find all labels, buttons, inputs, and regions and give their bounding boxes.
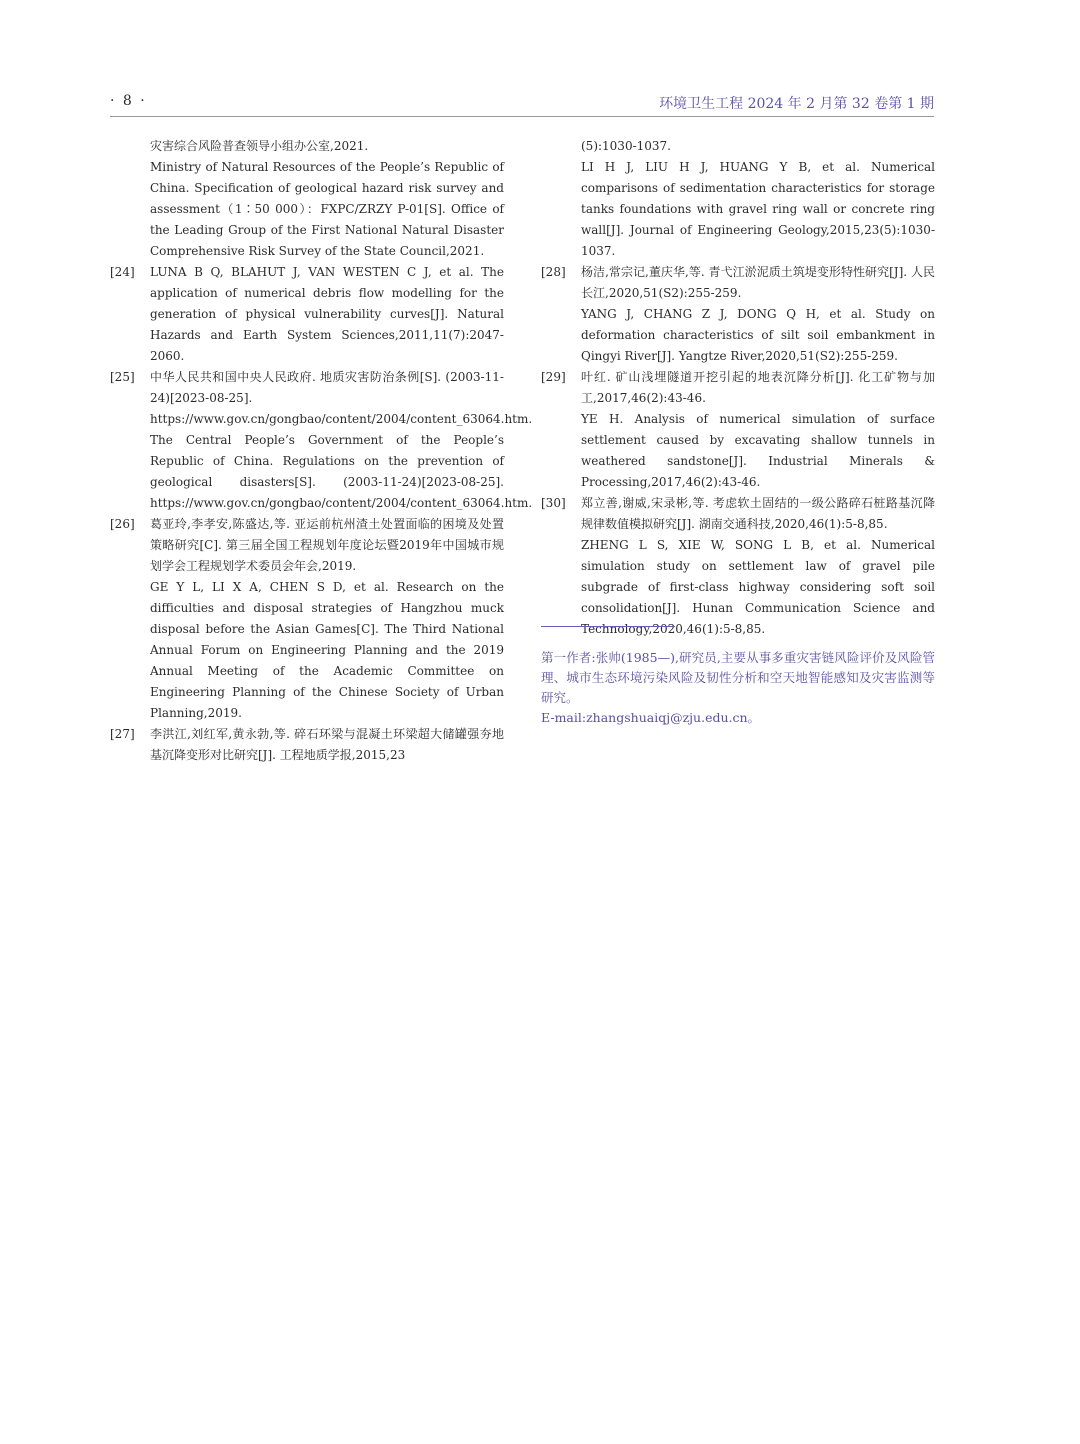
reference-item bbox=[541, 367, 935, 493]
reference-item bbox=[110, 367, 533, 514]
reference-text: 中华人民共和国中央人民政府. 地质灾害防治条例[S]. (2003-11-24)[2023-08-25]. https://www.gov.cn/gongbao/content/2004/content_63064.htm. bbox=[150, 370, 533, 426]
page-number: · 8 · bbox=[110, 93, 147, 109]
reference-item bbox=[110, 514, 504, 724]
reference-item bbox=[110, 724, 504, 766]
reference-text: 叶红. 矿山浅埋隧道开挖引起的地表沉降分析[J]. 化工矿物与加工,2017,46(2):43-46. bbox=[581, 370, 935, 405]
reference-item bbox=[110, 136, 504, 262]
reference-text: 葛亚玲,李孝安,陈盛达,等. 亚运前杭州渣土处置面临的困境及处置策略研究[C]. 第三届全国工程规划年度论坛暨2019年中国城市规划学会工程规划学术委员会年会,2019. bbox=[150, 517, 504, 573]
footnote-rule bbox=[541, 626, 675, 627]
reference-number: [25] bbox=[110, 370, 135, 384]
reference-item bbox=[541, 136, 935, 262]
reference-text: LUNA B Q, BLAHUT J, VAN WESTEN C J, et al. The application of numerical debris flow modelling for the generation of physical vulnerability curves[J]. Natural Hazards and Earth System Sciences,2011,11(7):2047-2060. bbox=[150, 265, 504, 363]
reference-text: (5):1030-1037. bbox=[581, 139, 671, 153]
reference-text: GE Y L, LI X A, CHEN S D, et al. Research on the difficulties and disposal strategies of Hangzhou muck disposal before the Asian Games[C]. The Third National Annual Forum on Engineering Planning and the 2019 Annual Meeting of the Academic Committee on Engineering Planning of the Chinese Society of Urban Planning,2019. bbox=[150, 580, 504, 720]
reference-number: [27] bbox=[110, 727, 135, 741]
reference-item bbox=[541, 493, 935, 640]
reference-item bbox=[541, 262, 935, 367]
reference-number: [24] bbox=[110, 265, 135, 279]
reference-text: 郑立善,谢威,宋录彬,等. 考虑软土固结的一级公路碎石桩路基沉降规律数值模拟研究[J]. 湖南交通科技,2020,46(1):5-8,85. bbox=[581, 496, 935, 531]
reference-column-right bbox=[541, 136, 935, 640]
reference-number: [28] bbox=[541, 265, 566, 279]
reference-text: 灾害综合风险普查领导小组办公室,2021. bbox=[150, 139, 369, 153]
reference-text: 杨洁,常宗记,董庆华,等. 青弋江淤泥质土筑堤变形特性研究[J]. 人民长江,2020,51(S2):255-259. bbox=[581, 265, 935, 300]
header-rule bbox=[110, 116, 934, 117]
author-footnote bbox=[541, 648, 935, 728]
reference-number: [30] bbox=[541, 496, 566, 510]
reference-text: 李洪江,刘红军,黄永勃,等. 碎石环梁与混凝土环梁超大储罐强夯地基沉降变形对比研究[J]. 工程地质学报,2015,23 bbox=[150, 727, 504, 762]
reference-item bbox=[110, 262, 504, 367]
reference-text: YANG J, CHANG Z J, DONG Q H, et al. Study on deformation characteristics of silt soil embankment in Qingyi River[J]. Yangtze River,2020,51(S2):255-259. bbox=[581, 307, 935, 363]
reference-text: ZHENG L S, XIE W, SONG L B, et al. Numerical simulation study on settlement law of gravel pile subgrade of first-class highway considering soft soil consolidation[J]. Hunan Communication Science and Technology,2020,46(1):5-8,85. bbox=[581, 538, 935, 636]
reference-number: [26] bbox=[110, 517, 135, 531]
reference-column-left bbox=[110, 136, 533, 766]
journal-header: 环境卫生工程 2024 年 2 月第 32 卷第 1 期 bbox=[659, 96, 934, 112]
reference-text: Ministry of Natural Resources of the People’s Republic of China. Specification of geological hazard risk survey and assessment（1∶50 000）：FXPC/ZRZY P-01[S]. Office of the Leading Group of the First National Natural Disaster Comprehensive Risk Survey of the State Council,2021. bbox=[150, 160, 504, 258]
reference-text: YE H. Analysis of numerical simulation of surface settlement caused by excavating shallow tunnels in weathered sandstone[J]. Industrial Minerals & Processing,2017,46(2):43-46. bbox=[581, 412, 935, 489]
author-info: 第一作者:张帅(1985—),研究员,主要从事多重灾害链风险评价及风险管理、城市生态环境污染风险及韧性分析和空天地智能感知及灾害监测等研究。 bbox=[541, 650, 935, 705]
author-email: E-mail:zhangshuaiqj@zju.edu.cn。 bbox=[541, 710, 761, 725]
reference-number: [29] bbox=[541, 370, 566, 384]
reference-text: The Central People’s Government of the People’s Republic of China. Regulations on the prevention of geological disasters[S]. (2003-11-24)[2023-08-25]. https://www.gov.cn/gongbao/content/2004/content_63064.htm. bbox=[150, 433, 533, 510]
reference-text: LI H J, LIU H J, HUANG Y B, et al. Numerical comparisons of sedimentation characteristics for storage tanks foundations with gravel ring wall or concrete ring wall[J]. Journal of Engineering Geology,2015,23(5):1030-1037. bbox=[581, 160, 935, 258]
